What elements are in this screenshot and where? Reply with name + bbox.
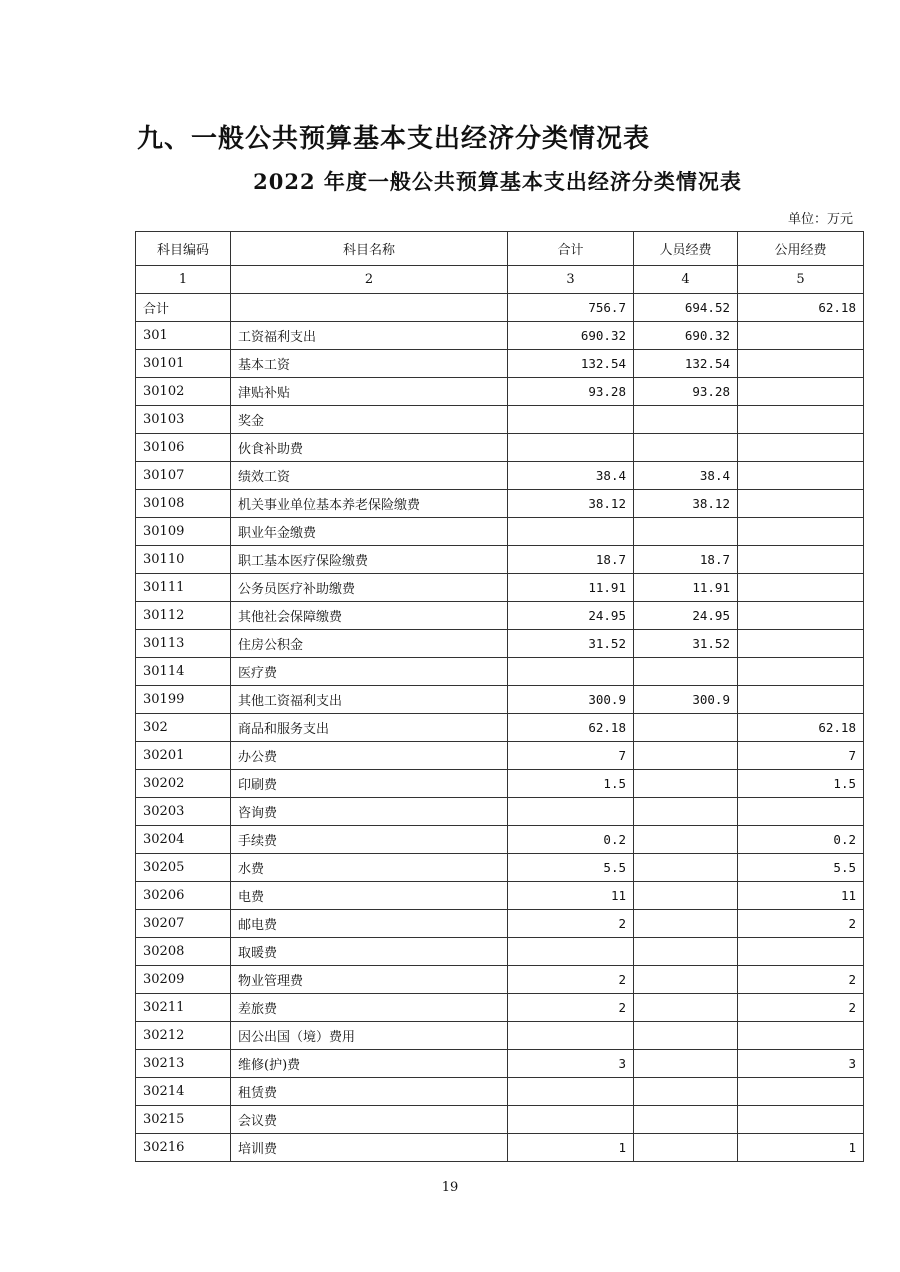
public-cell: 3 [738,1050,864,1078]
name-cell: 其他工资福利支出 [231,686,508,714]
public-cell: 62.18 [738,294,864,322]
code-cell: 30207 [136,910,231,938]
code-cell: 30204 [136,826,231,854]
code-cell: 30111 [136,574,231,602]
column-number: 3 [508,266,634,294]
total-cell: 7 [508,742,634,770]
public-cell [738,350,864,378]
personnel-cell [634,1022,738,1050]
public-cell: 2 [738,994,864,1022]
total-cell: 2 [508,994,634,1022]
name-cell: 维修(护)费 [231,1050,508,1078]
code-cell: 30103 [136,406,231,434]
table-row [136,1050,864,1078]
personnel-cell: 38.4 [634,462,738,490]
table-header-row [136,232,864,266]
code-cell: 30110 [136,546,231,574]
table-row [136,854,864,882]
table-row [136,294,864,322]
code-cell: 30209 [136,966,231,994]
column-header-personnel: 人员经费 [634,232,738,266]
table-row [136,322,864,350]
column-number-row [136,266,864,294]
column-header-public: 公用经费 [738,232,864,266]
personnel-cell [634,518,738,546]
personnel-cell: 18.7 [634,546,738,574]
code-cell: 合计 [136,294,231,322]
table-row [136,686,864,714]
code-cell: 30214 [136,1078,231,1106]
name-cell: 办公费 [231,742,508,770]
personnel-cell [634,910,738,938]
code-cell: 30112 [136,602,231,630]
code-cell: 30212 [136,1022,231,1050]
personnel-cell [634,1050,738,1078]
public-cell [738,1106,864,1134]
total-cell: 11.91 [508,574,634,602]
table-row [136,378,864,406]
public-cell: 2 [738,910,864,938]
section-heading: 九、一般公共预算基本支出经济分类情况表 [137,124,651,154]
name-cell: 差旅费 [231,994,508,1022]
name-cell: 机关事业单位基本养老保险缴费 [231,490,508,518]
personnel-cell: 24.95 [634,602,738,630]
total-cell [508,434,634,462]
total-cell: 38.12 [508,490,634,518]
public-cell [738,406,864,434]
name-cell: 绩效工资 [231,462,508,490]
personnel-cell [634,770,738,798]
public-cell [738,1022,864,1050]
code-cell: 30106 [136,434,231,462]
public-cell: 0.2 [738,826,864,854]
total-cell: 38.4 [508,462,634,490]
unit-label: 单位：万元 [787,212,853,227]
table-row [136,798,864,826]
total-cell: 1 [508,1134,634,1162]
public-cell: 1 [738,1134,864,1162]
name-cell: 医疗费 [231,658,508,686]
total-cell [508,518,634,546]
name-cell: 物业管理费 [231,966,508,994]
code-cell: 30208 [136,938,231,966]
table-row [136,966,864,994]
table-row [136,1078,864,1106]
table-title: 2022 年度一般公共预算基本支出经济分类情况表 [253,169,742,194]
public-cell: 1.5 [738,770,864,798]
table-row [136,434,864,462]
public-cell [738,938,864,966]
personnel-cell: 690.32 [634,322,738,350]
code-cell: 30215 [136,1106,231,1134]
personnel-cell [634,882,738,910]
personnel-cell: 93.28 [634,378,738,406]
total-cell [508,938,634,966]
total-cell [508,406,634,434]
personnel-cell [634,1106,738,1134]
table-row [136,882,864,910]
code-cell: 30113 [136,630,231,658]
name-cell: 公务员医疗补助缴费 [231,574,508,602]
name-cell: 职业年金缴费 [231,518,508,546]
public-cell [738,574,864,602]
total-cell: 11 [508,882,634,910]
table-row [136,574,864,602]
column-number: 1 [136,266,231,294]
name-cell: 商品和服务支出 [231,714,508,742]
public-cell [738,518,864,546]
code-cell: 302 [136,714,231,742]
personnel-cell [634,658,738,686]
name-cell: 其他社会保障缴费 [231,602,508,630]
public-cell [738,378,864,406]
name-cell: 租赁费 [231,1078,508,1106]
public-cell [738,1078,864,1106]
personnel-cell [634,994,738,1022]
name-cell: 电费 [231,882,508,910]
name-cell: 水费 [231,854,508,882]
table-row [136,602,864,630]
name-cell: 取暖费 [231,938,508,966]
table-row [136,826,864,854]
total-cell: 132.54 [508,350,634,378]
personnel-cell: 11.91 [634,574,738,602]
personnel-cell [634,938,738,966]
table-row [136,630,864,658]
code-cell: 30201 [136,742,231,770]
total-cell: 2 [508,966,634,994]
total-cell [508,1106,634,1134]
column-number: 5 [738,266,864,294]
table-row [136,406,864,434]
personnel-cell [634,714,738,742]
table-row [136,546,864,574]
code-cell: 30206 [136,882,231,910]
personnel-cell [634,406,738,434]
personnel-cell [634,742,738,770]
table-row [136,938,864,966]
public-cell [738,462,864,490]
code-cell: 30213 [136,1050,231,1078]
name-cell: 基本工资 [231,350,508,378]
personnel-cell [634,434,738,462]
page-number: 19 [441,1180,459,1195]
table-row [136,742,864,770]
code-cell: 30203 [136,798,231,826]
public-cell [738,686,864,714]
total-cell: 62.18 [508,714,634,742]
name-cell: 手续费 [231,826,508,854]
code-cell: 30108 [136,490,231,518]
code-cell: 30199 [136,686,231,714]
name-cell: 住房公积金 [231,630,508,658]
name-cell: 邮电费 [231,910,508,938]
name-cell: 印刷费 [231,770,508,798]
column-header-total: 合计 [508,232,634,266]
total-cell: 31.52 [508,630,634,658]
table-row [136,490,864,518]
total-cell: 5.5 [508,854,634,882]
total-cell: 300.9 [508,686,634,714]
table-row [136,994,864,1022]
table-row [136,350,864,378]
public-cell: 62.18 [738,714,864,742]
public-cell [738,602,864,630]
name-cell: 会议费 [231,1106,508,1134]
column-number: 2 [231,266,508,294]
table-row [136,1022,864,1050]
table-body [136,294,864,1162]
table-row [136,462,864,490]
total-cell: 3 [508,1050,634,1078]
public-cell [738,322,864,350]
public-cell: 5.5 [738,854,864,882]
table-row [136,1106,864,1134]
table-row [136,518,864,546]
code-cell: 30107 [136,462,231,490]
name-cell: 因公出国（境）费用 [231,1022,508,1050]
personnel-cell [634,826,738,854]
total-cell: 690.32 [508,322,634,350]
table-row [136,658,864,686]
name-cell: 工资福利支出 [231,322,508,350]
total-cell: 2 [508,910,634,938]
public-cell: 2 [738,966,864,994]
personnel-cell: 38.12 [634,490,738,518]
total-cell: 1.5 [508,770,634,798]
budget-table [135,231,864,1162]
name-cell: 奖金 [231,406,508,434]
personnel-cell [634,1134,738,1162]
public-cell [738,490,864,518]
public-cell: 7 [738,742,864,770]
name-cell [231,294,508,322]
table-row [136,714,864,742]
total-cell [508,658,634,686]
code-cell: 30211 [136,994,231,1022]
public-cell: 11 [738,882,864,910]
table-row [136,910,864,938]
total-cell [508,798,634,826]
code-cell: 30102 [136,378,231,406]
column-header-code: 科目编码 [136,232,231,266]
table-row [136,1134,864,1162]
personnel-cell [634,966,738,994]
code-cell: 301 [136,322,231,350]
personnel-cell [634,798,738,826]
personnel-cell: 694.52 [634,294,738,322]
name-cell: 伙食补助费 [231,434,508,462]
public-cell [738,546,864,574]
public-cell [738,798,864,826]
name-cell: 职工基本医疗保险缴费 [231,546,508,574]
public-cell [738,658,864,686]
personnel-cell: 31.52 [634,630,738,658]
public-cell [738,630,864,658]
name-cell: 咨询费 [231,798,508,826]
total-cell: 0.2 [508,826,634,854]
code-cell: 30114 [136,658,231,686]
total-cell: 93.28 [508,378,634,406]
total-cell [508,1078,634,1106]
public-cell [738,434,864,462]
personnel-cell [634,854,738,882]
table-row [136,770,864,798]
personnel-cell [634,1078,738,1106]
total-cell [508,1022,634,1050]
name-cell: 培训费 [231,1134,508,1162]
code-cell: 30109 [136,518,231,546]
total-cell: 24.95 [508,602,634,630]
total-cell: 756.7 [508,294,634,322]
personnel-cell: 132.54 [634,350,738,378]
column-header-name: 科目名称 [231,232,508,266]
code-cell: 30216 [136,1134,231,1162]
column-number: 4 [634,266,738,294]
total-cell: 18.7 [508,546,634,574]
personnel-cell: 300.9 [634,686,738,714]
code-cell: 30101 [136,350,231,378]
code-cell: 30202 [136,770,231,798]
code-cell: 30205 [136,854,231,882]
name-cell: 津贴补贴 [231,378,508,406]
